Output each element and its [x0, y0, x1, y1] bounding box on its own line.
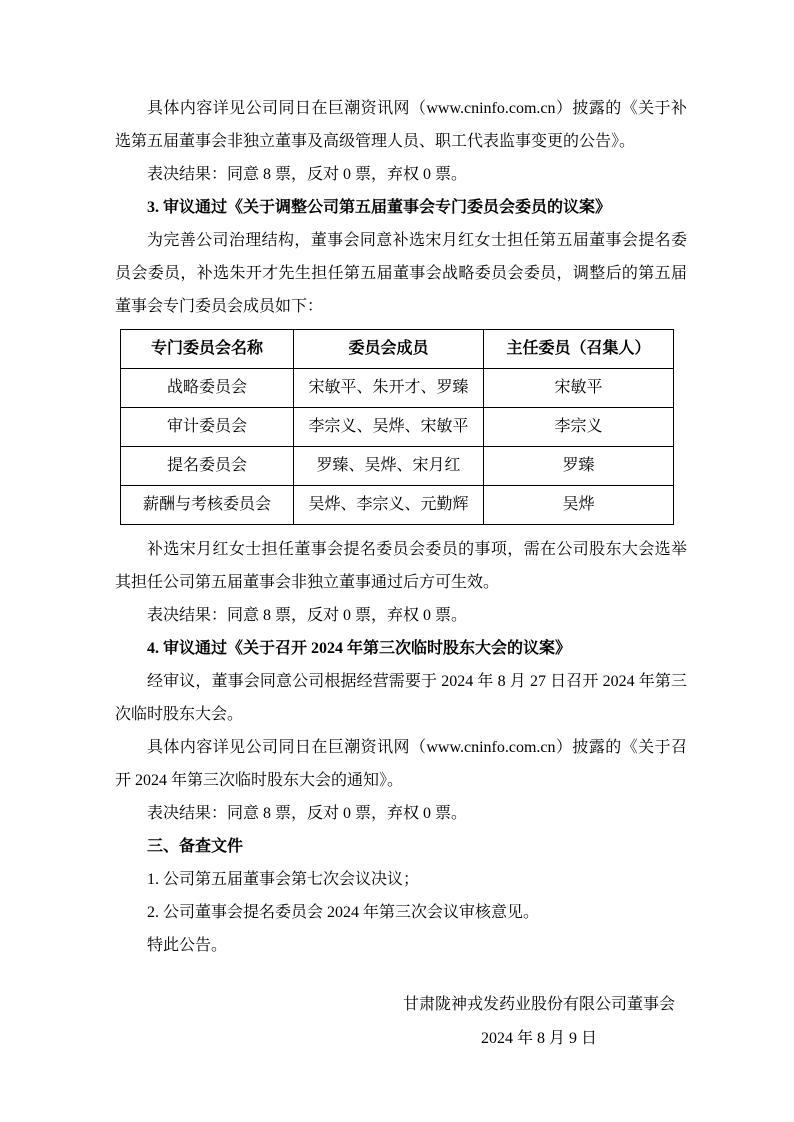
committee-table — [120, 329, 674, 525]
para-vote-result-2: 表决结果：同意 8 票，反对 0 票，弃权 0 票。 — [147, 607, 468, 624]
para-committee-intro: 为完善公司治理结构，董事会同意补选宋月红女士担任第五届董事会提名委员会委员，补选朱开才先生担任第五届董事会战略委员会委员，调整后的第五届董事会专门委员会成员如下： — [115, 232, 687, 315]
table-cell-chair: 吴烨 — [484, 486, 674, 525]
table-cell-chair: 李宗义 — [484, 408, 674, 447]
table-header-members: 委员会成员 — [294, 330, 484, 369]
table-cell-members: 罗臻、吴烨、宋月红 — [294, 447, 484, 486]
table-row — [121, 369, 674, 408]
table-row — [121, 486, 674, 525]
heading-proposal-3: 3. 审议通过《关于调整公司第五届董事会专门委员会委员的议案》 — [147, 199, 612, 216]
signature-block — [403, 988, 675, 1056]
heading-reference-documents: 三、备查文件 — [147, 838, 244, 855]
para-announcement-close: 特此公告。 — [147, 937, 228, 954]
para-disclosure-2: 具体内容详见公司同日在巨潮资讯网（www.cninfo.com.cn）披露的《关于召开 2024 年第三次临时股东大会的通知》。 — [115, 739, 687, 789]
signature-company: 甘肃陇神戎发药业股份有限公司董事会 — [402, 996, 675, 1013]
table-header-committee-name: 专门委员会名称 — [121, 330, 294, 369]
table-header-chair: 主任委员（召集人） — [484, 330, 674, 369]
table-header-row — [121, 330, 674, 369]
table-cell-chair: 宋敏平 — [484, 369, 674, 408]
para-ref-doc-1: 1. 公司第五届董事会第七次会议决议； — [147, 871, 420, 888]
table-cell-members: 宋敏平、朱开才、罗臻 — [294, 369, 484, 408]
table-cell-chair: 罗臻 — [484, 447, 674, 486]
para-vote-result-3: 表决结果：同意 8 票，反对 0 票，弃权 0 票。 — [147, 805, 468, 822]
para-vote-result-1: 表决结果：同意 8 票，反对 0 票，弃权 0 票。 — [147, 166, 468, 183]
heading-proposal-4: 4. 审议通过《关于召开 2024 年第三次临时股东大会的议案》 — [147, 640, 572, 657]
para-effectiveness-note: 补选宋月红女士担任董事会提名委员会委员的事项，需在公司股东大会选举其担任公司第五届董事会非独立董事通过后方可生效。 — [115, 541, 687, 591]
table-row — [121, 408, 674, 447]
table-cell-members: 李宗义、吴烨、宋敏平 — [294, 408, 484, 447]
table-cell-committee-name: 战略委员会 — [121, 369, 294, 408]
table-cell-committee-name: 提名委员会 — [121, 447, 294, 486]
para-disclosure-1: 具体内容详见公司同日在巨潮资讯网（www.cninfo.com.cn）披露的《关于补选第五届董事会非独立董事及高级管理人员、职工代表监事变更的公告》。 — [115, 100, 687, 150]
table-cell-committee-name: 薪酬与考核委员会 — [121, 486, 294, 525]
signature-date: 2024 年 8 月 9 日 — [480, 1030, 597, 1047]
table-row — [121, 447, 674, 486]
table-cell-committee-name: 审计委员会 — [121, 408, 294, 447]
table-cell-members: 吴烨、李宗义、元勤辉 — [294, 486, 484, 525]
para-meeting-decision: 经审议，董事会同意公司根据经营需要于 2024 年 8 月 27 日召开 2024 年第三次临时股东大会。 — [115, 673, 687, 723]
para-ref-doc-2: 2. 公司董事会提名委员会 2024 年第三次会议审核意见。 — [147, 904, 540, 921]
